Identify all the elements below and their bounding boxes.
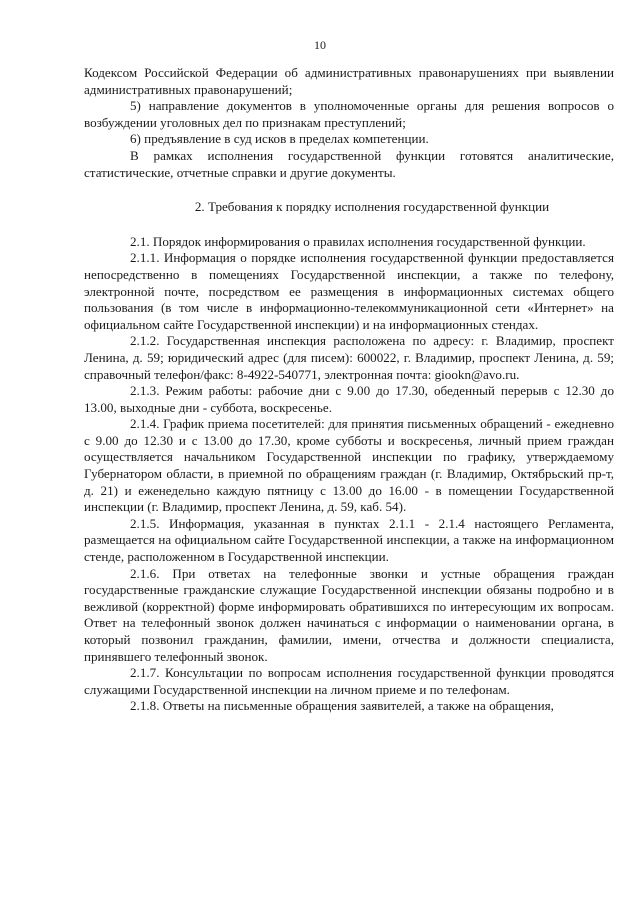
paragraph-2-1-3: 2.1.3. Режим работы: рабочие дни с 9.00 до 17.30, обеденный перерыв с 12.30 до 13.00, выходные дни - суббота, воскресенье. [84,383,614,415]
paragraph-2-1-2: 2.1.2. Государственная инспекция расположена по адресу: г. Владимир, проспект Ленина, д. 59; юридический адрес (для писем): 600022, г. Владимир, проспект Ленина, д. 59; справочный телефон/факс: 8-4922-540771, электронная почта: giookn@avo.ru. [84,333,614,382]
paragraph-continuation: Кодексом Российской Федерации об административных правонарушениях при выявлении административных правонарушений; [84,65,614,97]
paragraph-2-1-8: 2.1.8. Ответы на письменные обращения заявителей, а также на обращения, [130,698,554,714]
paragraph-2-1-4: 2.1.4. График приема посетителей: для принятия письменных обращений - ежедневно с 9.00 до 12.30 и с 13.00 до 17.30, кроме субботы и воскресенья, личный прием граждан осуществляется начальником Государственной инспекции по графику, утверждаемому Губернатором области, в приемной по обращениям граждан (г. Владимир, Октябрьский пр-т, д. 21) и еженедельно каждую пятницу с 13.00 до 16.00 - в помещении Государственной инспекции (г. Владимир, проспект Ленина, д. 59, каб. 54). [84,416,614,515]
paragraph-2-1: 2.1. Порядок информирования о правилах исполнения государственной функции. [130,233,586,249]
document-body [84,65,614,715]
paragraph-2-1-1: 2.1.1. Информация о порядке исполнения государственной функции предоставляется непосредственно в помещениях Государственной инспекции, а также по телефону, электронной почте, посредством ее размещения в информационных системах общего пользования (в том числе в информационно-телекоммуникационной сети «Интернет» на официальном сайте Государственной инспекции) и на информационных стендах. [84,250,614,332]
paragraph-analytics: В рамках исполнения государственной функции готовятся аналитические, статистические, отчетные справки и другие документы. [84,147,614,180]
paragraph-2-1-6: 2.1.6. При ответах на телефонные звонки и устные обращения граждан государственные гражданские служащие Государственной инспекции обязаны подробно и в вежливой (корректной) форме информировать обратившихся по интересующим их вопросам. Ответ на телефонный звонок должен начинаться с информации о наименовании органа, в который позвонил гражданин, фамилии, имени, отчества и должности специалиста, принявшего телефонный звонок. [84,565,614,664]
section-heading: 2. Требования к порядку исполнения государственной функции [194,199,550,215]
paragraph-item-5: 5) направление документов в уполномоченные органы для решения вопросов о возбуждении уголовных дел по признакам преступлений; [84,98,614,130]
page-number: 10 [314,38,326,52]
paragraph-2-1-7: 2.1.7. Консультации по вопросам исполнения государственной функции проводятся служащими Государственной инспекции на личном приеме и по телефонам. [84,665,614,697]
paragraph-item-6: 6) предъявление в суд исков в пределах компетенции. [130,131,429,147]
paragraph-2-1-5: 2.1.5. Информация, указанная в пунктах 2.1.1 - 2.1.4 настоящего Регламента, размещается на официальном сайте Государственной инспекции, а также на информационном стенде, расположенном в Государственной инспекции. [84,515,614,565]
